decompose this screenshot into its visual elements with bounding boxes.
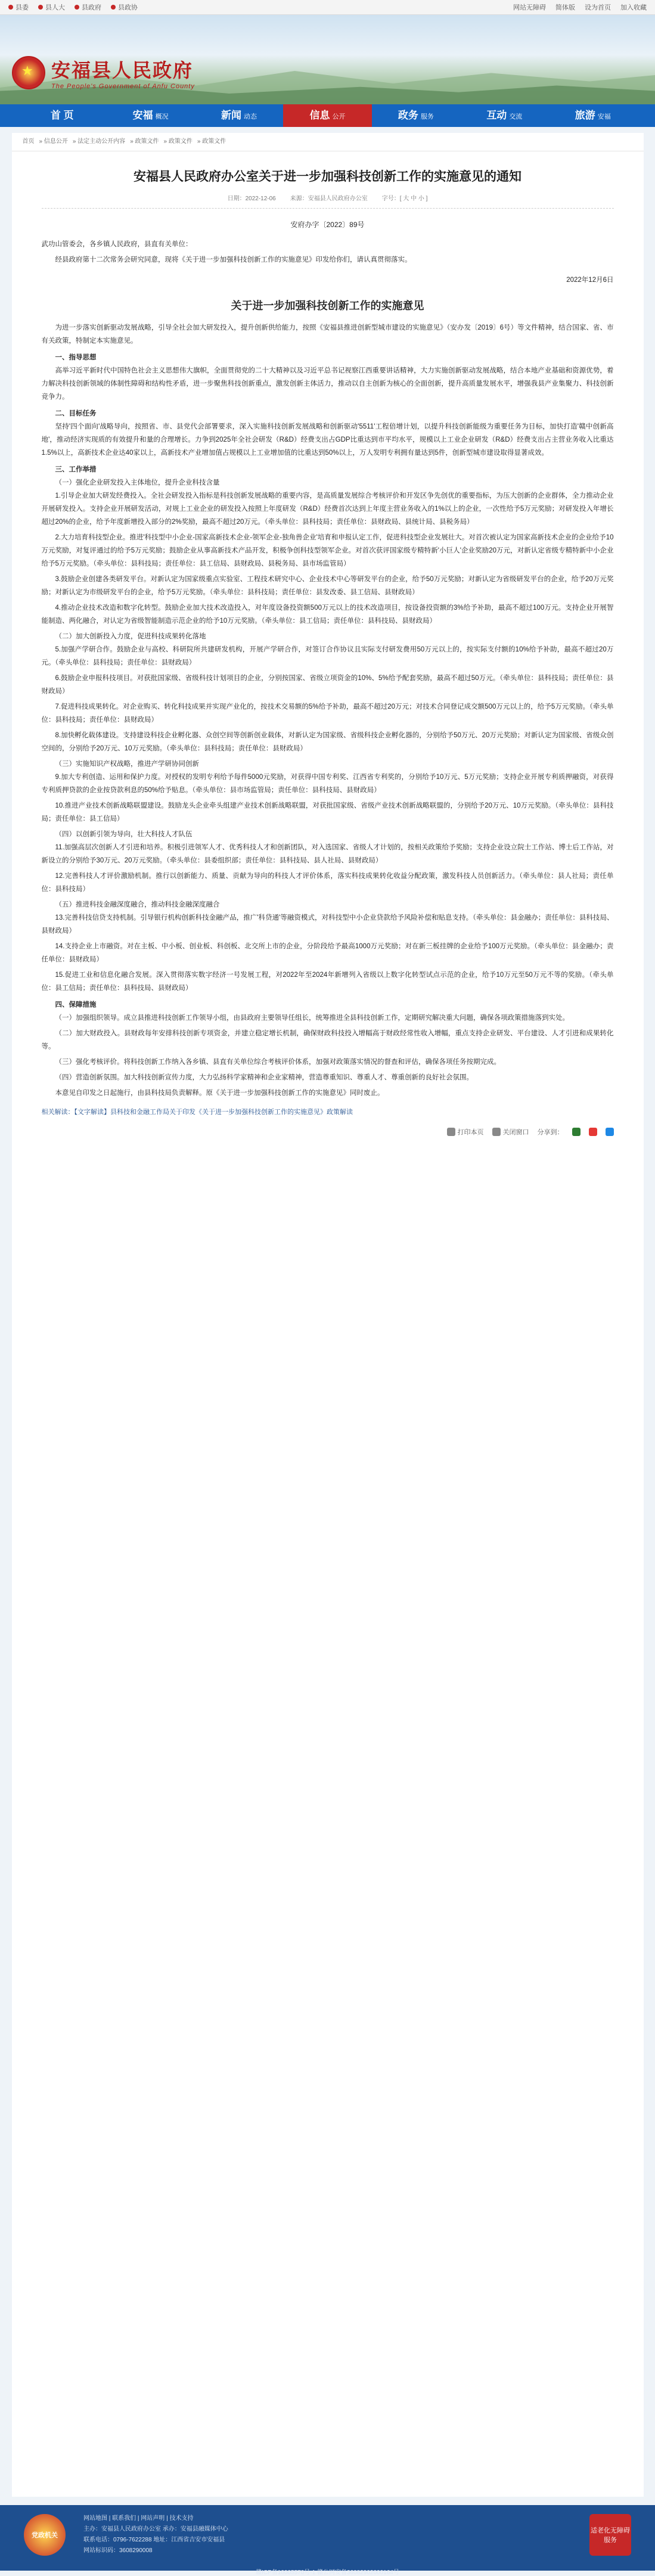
paragraph: （一）加强组织领导。成立县推进科技创新工作领导小组，由县政府主要领导任组长，统筹推进全县科技创新工作，定期研究解决重大问题，确保各项政策措施落到实处。: [55, 1014, 569, 1022]
breadcrumb-item[interactable]: 政策文件: [202, 138, 226, 145]
close-window-button[interactable]: 关闭窗口: [492, 1127, 529, 1137]
simplified-link[interactable]: 简体版: [555, 4, 575, 11]
section-heading: 三、工作举措: [55, 466, 97, 473]
main-nav: [0, 104, 655, 127]
section-heading: 一、指导思想: [55, 354, 97, 361]
subsection-heading: （三）实施知识产权战略，推进产学研协同创新: [55, 761, 199, 768]
paragraph: 7.促进科技成果转化。对企业购买、转化科技成果并实现产业化的，按技术交易额的5%给予补助，最高不超过20万元；对技术合同登记成交额500万元以上的，给予5万元奖励。（牵头单位：县科技局；责任单位：县财政局）: [41, 703, 614, 724]
paragraph: 15.促进工业和信息化融合发展。深入贯彻落实数字经济一号发展工程，对2022年至2024年新增列入省级以上数字化转型试点示范的企业，给予10万元至50万元不等的奖励。（牵头单位：县工信局；责任单位：县科技局、县财政局）: [41, 972, 614, 992]
top-link-1[interactable]: 县委: [8, 2, 29, 12]
footer-icp[interactable]: 赣ICP备10005570号-1 赣公网安备36082902000164号: [256, 2569, 399, 2576]
paragraph: 3.鼓励企业创建各类研发平台。对新认定为国家级重点实验室、工程技术研究中心、企业技术中心等研发平台的企业，给予50万元奖励；对新认定为省级研发平台的企业，给予20万元奖励；对新认定为市级研发平台的企业，给予5万元奖励。（牵头单位：县科技局；责任单位：县发改委、县工信局、县财政局）: [41, 576, 614, 596]
set-homepage-link[interactable]: 设为首页: [585, 4, 611, 11]
site-subtitle: The People's Government of Anfu County: [51, 83, 195, 90]
section-heading: 二、目标任务: [55, 410, 97, 417]
related-interpretation-link[interactable]: 相关解读：【文字解读】县科技和金融工作局关于印发《关于进一步加强科技创新工作的实施意见》政策解读: [41, 1109, 353, 1116]
breadcrumb-item[interactable]: 政策文件: [168, 138, 193, 145]
breadcrumb-item[interactable]: 首页: [22, 138, 35, 145]
cppcc-icon: [111, 5, 116, 10]
subsection-heading: （一）强化企业研发投入主体地位，提升企业科技含量: [55, 479, 220, 486]
paragraph: 9.加大专利创造、运用和保护力度。对授权的发明专利给予每件5000元奖励，对获得中国专利奖、江西省专利奖的，分别给予10万元、5万元奖励；支持企业开展专利质押融资，对获得专利质押贷款的企业按贷款利息的50%给予贴息。（牵头单位：县市场监管局；责任单位：县科技局、县财政局）: [41, 774, 614, 794]
qzone-icon[interactable]: [606, 1128, 614, 1136]
add-favorite-link[interactable]: 加入收藏: [620, 4, 647, 11]
top-links-right: [513, 2, 647, 12]
paragraph: 2.大力培育科技型企业。推进'科技型中小企业-国家高新技术企业-领军企业-独角兽企业'培育和申报认定工作，促进科技型企业发展壮大。对首次被认定为国家高新技术企业的企业给予10万元奖励，对复评通过的给予5万元奖励；鼓励企业从事高新技术产品开发，积极争创科技型领军企业。对首次获评国家级专精特新'小巨人'企业奖励20万元，对新认定省级专精特新中小企业给予5万元奖励。（牵头单位：县科技局；责任单位：县工信局、县财政局、县税务局、县市场监管局）: [41, 534, 614, 567]
intro-paragraph: 经县政府第十二次常务会研究同意，现将《关于进一步加强科技创新工作的实施意见》印发给你们，请认真贯彻落实。: [55, 256, 412, 263]
government-icon: [74, 5, 79, 10]
accessibility-link[interactable]: 网站无障碍: [513, 4, 546, 11]
paragraph: 6.鼓励企业申报科技项目。对获批国家级、省级科技计划项目的企业，分别按国家、省级立项资金的10%、5%给予配套奖励，最高不超过50万元。（牵头单位：县科技局；责任单位：县财政局）: [41, 675, 614, 695]
nav-services[interactable]: 政务 服务: [398, 110, 434, 121]
close-icon: [492, 1128, 501, 1136]
paragraph: 4.推动企业技术改造和数字化转型。鼓励企业加大技术改造投入，对年度设备投资额500万元以上的技术改造项目，按设备投资额的3%给予补助，最高不超过100万元。支持企业开展智能制造、两化融合，对认定为省级智能制造示范企业的给予10万元奖励。（牵头单位：县工信局；责任单位：县科技局、县财政局）: [41, 604, 614, 625]
congress-icon: [38, 5, 43, 10]
national-emblem-icon: [12, 56, 45, 89]
document-number: 安府办字〔2022〕89号: [290, 221, 365, 229]
nav-home[interactable]: 首 页: [50, 110, 74, 121]
closing-paragraph: 本意见自印发之日起施行，由县科技局负责解释。原《关于进一步加强科技创新工作的实施意见》同时废止。: [55, 1090, 384, 1097]
footer-contact: 联系电话：0796-7622288 地址：江西省吉安市安福县: [83, 2537, 225, 2543]
paragraph: 1.引导企业加大研发经费投入。全社会研发投入指标是科技创新发展战略的重要内容，是高质量发展综合考核评价和开发区争先创优的重要指标，为压大创新的企业群体，全力推动企业开展研发投入。支持企业开展研发活动，对规上工业企业的研发投入按照上年度研发（R&D）经费首次达到上年度主营业务收入的1%以上的企业，一次性给予5万元奖励；对研发投入年增长超过20%的企业，给予年度新增投入部分的2%奖励，最高不超过20万元。（牵头单位：县科技局；责任单位：县财政局、县统计局、县税务局）: [41, 492, 614, 526]
article-tools: [42, 1127, 614, 1137]
subsection-heading: （四）以创新引领为导向，壮大科技人才队伍: [55, 831, 193, 838]
footer-links[interactable]: 网站地图 | 联系我们 | 网站声明 | 技术支持: [83, 2515, 194, 2522]
share-label: 分享到：: [537, 1129, 564, 1136]
paragraph: 14.支持企业上市融资。对在主板、中小板、创业板、科创板、北交所上市的企业，分阶段给予最高1000万元奖励；对在新三板挂牌的企业给予100万元奖励。（牵头单位：县金融办；责任单位：县财政局）: [41, 943, 614, 963]
print-button[interactable]: 打印本页: [447, 1127, 484, 1137]
site-footer: [0, 2505, 655, 2576]
weibo-icon[interactable]: [589, 1128, 597, 1136]
paragraph: （二）加大财政投入。县财政每年安排科技创新专项资金，并建立稳定增长机制，确保财政科技投入增幅高于财政经常性收入增幅，重点支持企业研发、平台建设、人才引进和成果转化等。: [41, 1030, 614, 1050]
top-bar: [0, 0, 655, 15]
article-meta: [42, 193, 614, 209]
article-date: 日期：2022-12-06: [227, 195, 276, 202]
paragraph: 10.推进产业技术创新战略联盟建设。鼓励龙头企业牵头组建产业技术创新战略联盟，对获批国家级、省级产业技术创新战略联盟的，分别给予20万元、10万元奖励。（牵头单位：县科技局；责任单位：县工信局）: [41, 802, 614, 823]
footer-site-id: 网站标识码：3608290008: [83, 2547, 153, 2554]
paragraph: 11.加强高层次创新人才引进和培养。积极引进领军人才、优秀科技人才和创新团队，对入选国家、省级人才计划的，按相关政策给予奖励；支持企业设立院士工作站、博士后工作站，对新设立的分别给予30万元、20万元奖励。（牵头单位：县委组织部；责任单位：县科技局、县人社局、县财政局）: [41, 844, 614, 864]
party-icon: [8, 5, 13, 10]
breadcrumb: 首页 » 信息公开 » 法定主动公开内容 » 政策文件 » 政策文件 » 政策文件: [12, 133, 644, 151]
paragraph: （三）强化考核评价。将科技创新工作纳入各乡镇、县直有关单位综合考核评价体系，加强对政策落实情况的督查和评估，确保各项任务按期完成。: [55, 1059, 501, 1066]
paragraph: 高举习近平新时代中国特色社会主义思想伟大旗帜，全面贯彻党的二十大精神以及习近平总书记视察江西重要讲话精神，大力实施创新驱动发展战略，结合本地产业基础和资源优势，着力解决科技创新领域的体制性障碍和结构性矛盾，进一步聚焦科技创新重点，激发创新主体活力，推动以自主创新为核心的全面创新，提升高质量发展水平，增强我县产业集聚力、科技创新竞争力。: [41, 367, 614, 401]
site-brand[interactable]: [12, 55, 195, 90]
paragraph: 5.加强产学研合作。鼓励企业与高校、科研院所共建研发机构，开展产学研合作，对签订合作协议且实际支付研发费用50万元以上的，按实际支付额的10%给予补助，最高不超过20万元。（牵头单位：县科技局；责任单位：县财政局）: [41, 646, 614, 666]
section-heading: 四、保障措施: [55, 1001, 97, 1008]
header-banner: [0, 15, 655, 104]
subsection-heading: （二）加大创新投入力度，促进科技成果转化落地: [55, 633, 206, 640]
font-size-control[interactable]: 字号：[ 大 中 小 ]: [381, 195, 428, 202]
site-title: 安福县人民政府: [51, 59, 194, 82]
wechat-icon[interactable]: [572, 1128, 581, 1136]
document-subtitle: 关于进一步加强科技创新工作的实施意见: [231, 300, 424, 312]
nav-news[interactable]: 新闻 动态: [221, 110, 257, 121]
nav-tourism[interactable]: 旅游 安福: [575, 110, 611, 121]
article-container: [12, 151, 644, 2497]
top-links-left: [8, 2, 138, 12]
breadcrumb-item[interactable]: 法定主动公开内容: [77, 138, 126, 145]
accessibility-badge[interactable]: 适老化无障碍服务: [589, 2514, 631, 2556]
article-title: 安福县人民政府办公室关于进一步加强科技创新工作的实施意见的通知: [134, 170, 521, 184]
breadcrumb-item[interactable]: 政策文件: [135, 138, 159, 145]
top-link-3[interactable]: 县政府: [74, 2, 101, 12]
paragraph: 13.完善科技信贷支持机制。引导银行机构创新科技金融产品，推广'科贷通'等融资模式，对科技型中小企业贷款给予风险补偿和贴息支持。（牵头单位：县金融办；责任单位：县科技局、县财政局）: [41, 914, 614, 935]
print-icon: [447, 1128, 455, 1136]
nav-interaction[interactable]: 互动 交流: [486, 110, 523, 121]
footer-sponsor: 主办：安福县人民政府办公室 承办：安福县融媒体中心: [83, 2526, 228, 2532]
paragraph: 12.完善科技人才评价激励机制。推行以创新能力、质量、贡献为导向的科技人才评价体系，落实科技成果转化收益分配政策，激发科技人员创新活力。（牵头单位：县人社局；责任单位：县科技局）: [41, 873, 614, 893]
nav-info-public[interactable]: 信息 公开: [283, 104, 371, 127]
paragraph: 为进一步落实创新驱动发展战略，引导全社会加大研发投入，提升创新供给能力，按照《安福县推进创新型城市建设的实施意见》（安办发〔2019〕6号）等文件精神，结合国家、省、市有关政策，特制定本实施意见。: [41, 324, 614, 344]
top-link-4[interactable]: 县政协: [111, 2, 138, 12]
paragraph: 坚持'四个面向'战略导向，按照省、市、县党代会部署要求，深入实施科技创新发展战略和创新驱动'5511'工程倍增计划，以提升科技创新能级为重要任务为目标，加快打造'赣中创新高地'，推动经济实现质的有效提升和量的合理增长。力争到2025年全社会研发（R&D）经费支出占GDP比重达到市平均水平，规模以上工业企业研发（R&D）经费支出占主营业务收入比重达1.5%以上，高新技术企业达40家以上，高新技术产业增加值占规模以上工业增加值的比重达到50%以上，万人发明专利拥有量达到5件，创新型城市建设取得显著成效。: [41, 423, 614, 457]
top-link-2[interactable]: 县人大: [38, 2, 65, 12]
breadcrumb-item[interactable]: 信息公开: [44, 138, 68, 145]
paragraph: 8.加快孵化载体建设。支持建设科技企业孵化器、众创空间等创新创业载体，对新认定为国家级、省级科技企业孵化器的，分别给予50万元、20万元奖励；对新认定为国家级、省级众创空间的，分别给予20万元、10万元奖励。（牵头单位：县科技局；责任单位：县财政局）: [41, 732, 614, 752]
greeting: 武功山管委会，各乡镇人民政府，县直有关单位：: [41, 241, 193, 248]
party-government-emblem-icon[interactable]: 党政机关: [24, 2514, 66, 2556]
subsection-heading: （五）推进科技金融深度融合，推动科技金融深度融合: [55, 901, 220, 908]
article-source: 来源：安福县人民政府办公室: [290, 195, 368, 202]
issue-date: 2022年12月6日: [566, 277, 614, 284]
nav-overview[interactable]: 安福 概况: [132, 110, 169, 121]
paragraph: （四）营造创新氛围。加大科技创新宣传力度，大力弘扬科学家精神和企业家精神，营造尊重知识、尊重人才、尊重创新的良好社会氛围。: [55, 1074, 473, 1081]
